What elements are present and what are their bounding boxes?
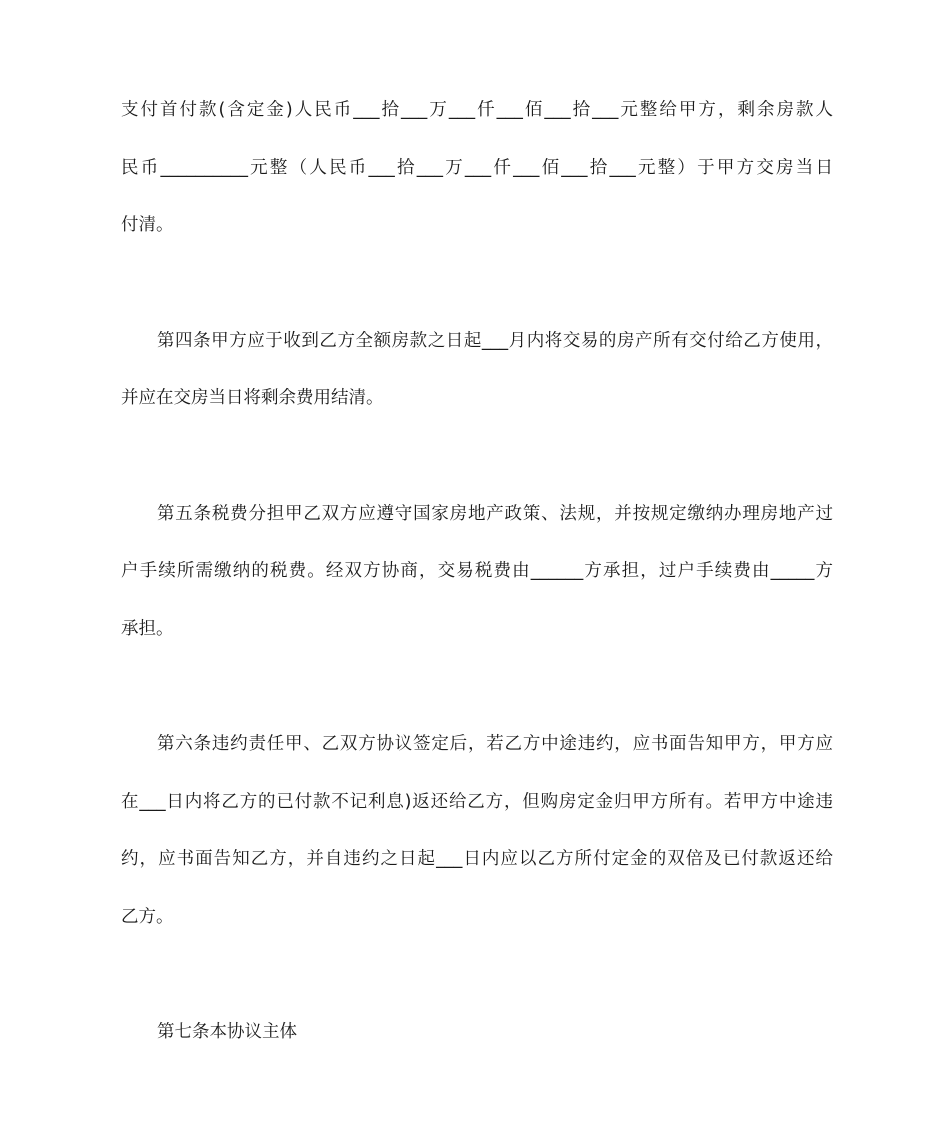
text-line: 约，应书面告知乙方，并自违约之日起___日内应以乙方所付定金的双倍及已付款返还给 [121,849,833,869]
paragraph-article-6 [121,726,833,956]
document-page [121,92,833,1072]
text-line: 乙方。 [121,906,174,927]
text-line: 支付首付款(含定金)人民币___拾___万___仟___佰___拾___元整给甲方，剩余房款人 [121,100,833,120]
paragraph-gap [121,438,833,496]
text-line: 在___日内将乙方的已付款不记利息)返还给乙方，但购房定金归甲方所有。若甲方中途违 [121,791,833,812]
text-line: 并应在交房当日将剩余费用结清。 [121,388,384,408]
paragraph-article-7 [121,1014,833,1072]
text-line: 承担。 [121,618,174,639]
paragraph-gap [121,265,833,323]
paragraph-gap [121,668,833,726]
paragraph-payment-continued [121,92,833,265]
text-line: 第五条税费分担甲乙双方应遵守国家房地产政策、法规，并按规定缴纳办理房地产过 [157,503,833,524]
text-line: 第六条违约责任甲、乙双方协议签定后，若乙方中途违约，应书面告知甲方，甲方应 [157,734,833,754]
text-line: 第四条甲方应于收到乙方全额房款之日起___月内将交易的房产所有交付给乙方使用， [157,330,833,351]
paragraph-article-5 [121,496,833,669]
paragraph-gap [121,956,833,1014]
text-line: 户手续所需缴纳的税费。经双方协商，交易税费由______方承担，过户手续费由_____方 [121,561,833,581]
text-line: 第七条本协议主体 [157,1022,297,1042]
paragraph-article-4 [121,323,833,438]
text-line: 民币__________元整（人民币___拾___万___仟___佰___拾___元整）于甲方交房当日 [121,157,833,178]
text-line: 付清。 [121,215,174,235]
